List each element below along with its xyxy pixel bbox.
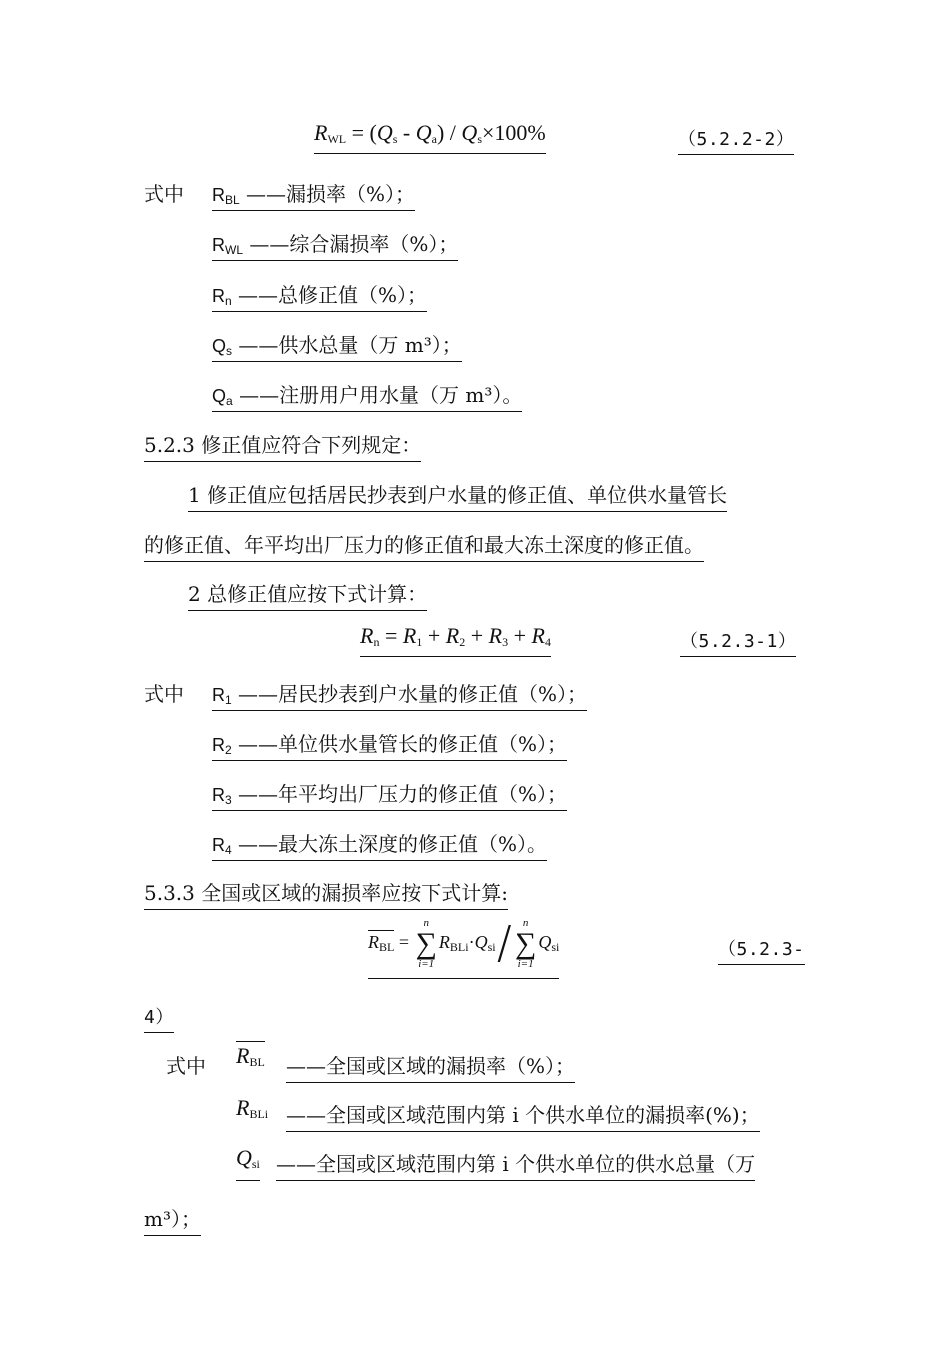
- variable-definition: $R_4$ ——最大冻土深度的修正值（%）。: [212, 828, 547, 861]
- where-prefix: 式中: [166, 1054, 206, 1078]
- formula-5-2-2-2: $R_{WL} = (Q_s - Q_a) / Q_s\times 100\%$: [314, 120, 546, 154]
- variable-definition: $R_{WL}$ ——综合漏损率（%）；: [212, 228, 458, 261]
- list-item: 2 总修正值应按下式计算：: [188, 578, 427, 611]
- variable-definition: ——全国或区域范围内第 i 个供水单位的漏损率(%)；: [286, 1099, 760, 1132]
- variable-definition: ——全国或区域的漏损率（%）；: [286, 1050, 575, 1083]
- formula-5-2-3-1: $R_n = R_1 + R_2 + R_3 + R_4$: [360, 623, 551, 657]
- where-prefix: 式中: [144, 682, 184, 706]
- variable-definition: $R_n$ ——总修正值（%）；: [212, 279, 427, 312]
- formula-5-2-3-4: $R_{BL}$ = n ∑ i=1 $R_{BLi}\cdot Q_{si}/$ n ∑ i=1 $Q_{si}$: [368, 918, 559, 979]
- summation-symbol: n ∑ i=1: [415, 917, 437, 970]
- paragraph-line: 1 修正值应包括居民抄表到户水量的修正值、单位供水量管长: [188, 479, 727, 512]
- equation-number: （5.2.2-2）: [678, 125, 794, 155]
- variable-definition: ——全国或区域范围内第 i 个供水单位的供水总量（万: [276, 1148, 755, 1181]
- section-heading: 5.2.3 修正值应符合下列规定：: [144, 429, 421, 462]
- paragraph-line: 的修正值、年平均出厂压力的修正值和最大冻土深度的修正值。: [144, 529, 704, 562]
- variable-definition: $Q_a$ ——注册用户用水量（万 m³）。: [212, 379, 522, 412]
- definition-continuation: m³）；: [144, 1203, 201, 1236]
- variable-definition: $R_2$ ——单位供水量管长的修正值（%）；: [212, 728, 567, 761]
- variable-definition: $Q_s$ ——供水总量（万 m³）；: [212, 329, 462, 362]
- variable-symbol: $R_{BLi}$: [236, 1095, 269, 1121]
- variable-definition: $R_3$ ——年平均出厂压力的修正值（%）；: [212, 778, 567, 811]
- variable-symbol: $R_{BL}$: [236, 1043, 265, 1069]
- section-heading: 5.3.3 全国或区域的漏损率应按下式计算:: [144, 877, 508, 910]
- variable-definition: $R_{BL}$ ——漏损率（%）；: [212, 178, 415, 211]
- equation-number: （5.2.3-: [718, 935, 805, 965]
- variable-symbol: $Q_{si}$: [236, 1145, 260, 1181]
- equation-number-continuation: 4）: [144, 1003, 174, 1033]
- summation-symbol: n ∑ i=1: [514, 917, 537, 970]
- variable-definition: $R_1$ ——居民抄表到户水量的修正值（%）；: [212, 678, 587, 711]
- where-prefix: 式中: [144, 182, 184, 206]
- equation-number: （5.2.3-1）: [680, 627, 796, 657]
